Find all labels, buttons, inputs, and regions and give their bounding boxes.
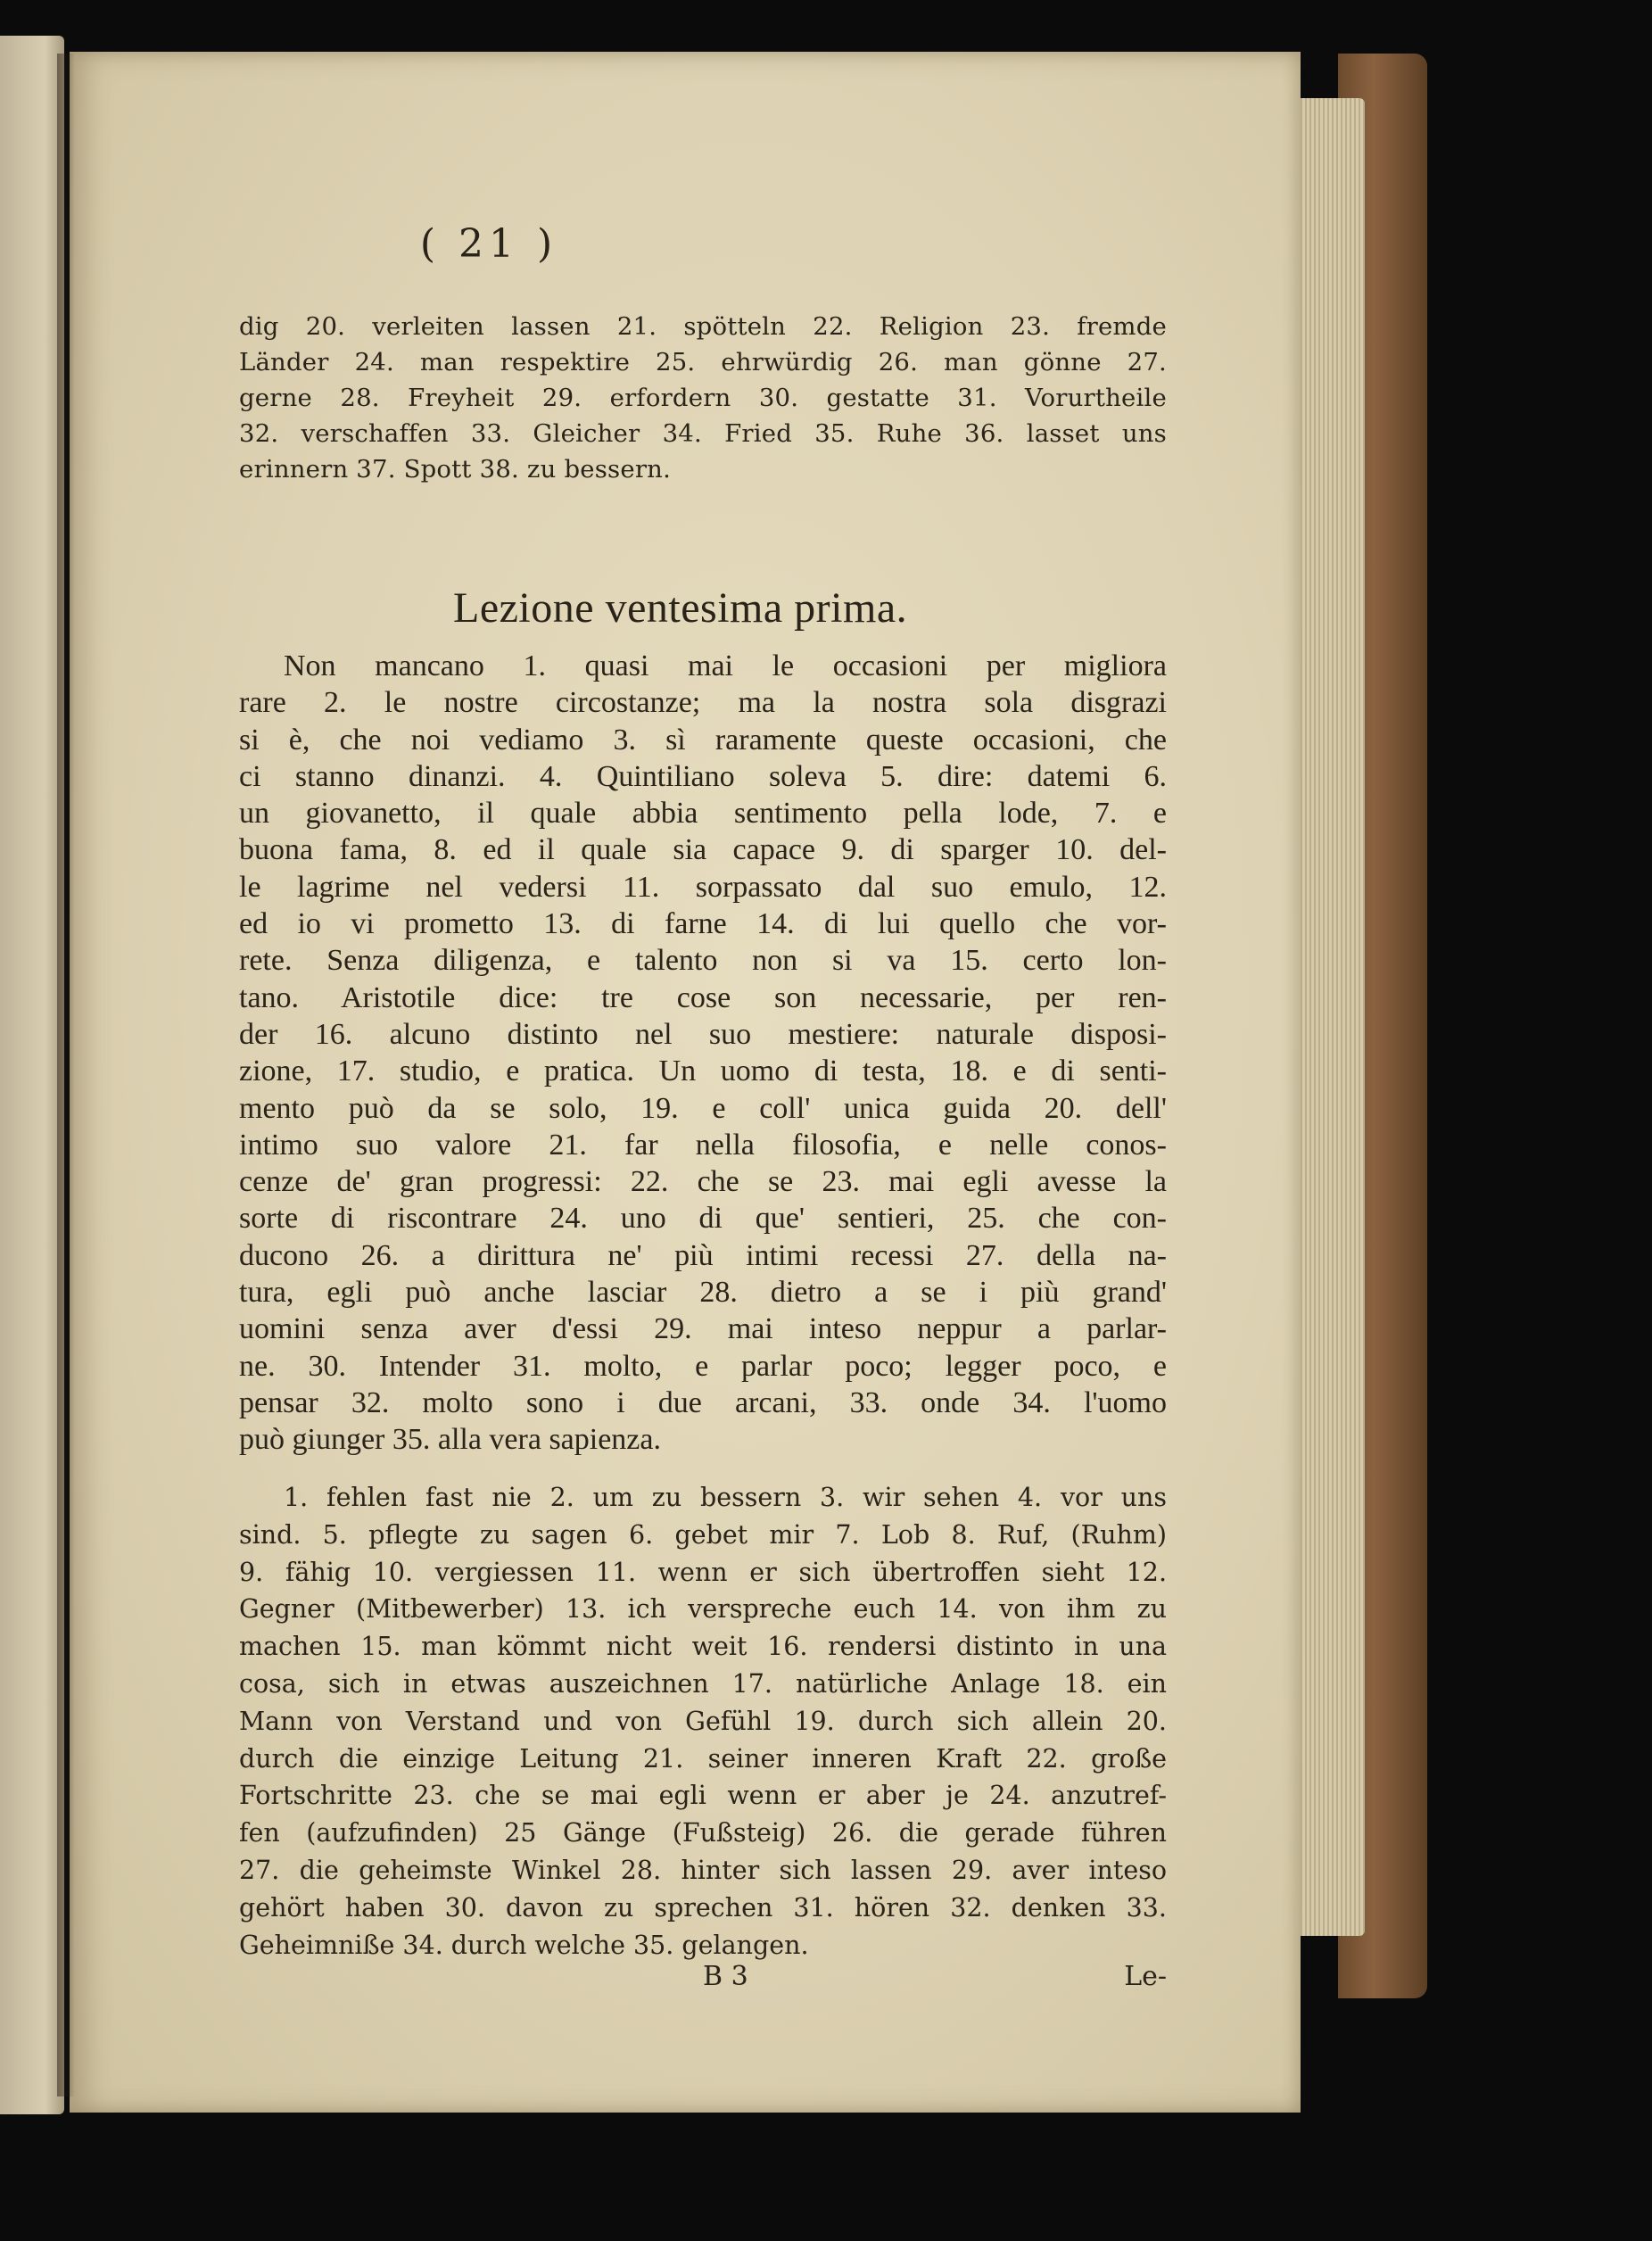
- lesson-line: zione, 17. studio, e pratica. Un uomo di testa, 18. e di senti-: [239, 1054, 1167, 1088]
- vocabulary-line: dig 20. verleiten lassen 21. spötteln 22. Religion 23. fremde: [239, 312, 1167, 341]
- signature-mark: B 3: [703, 1961, 748, 1992]
- vocabulary-line: gerne 28. Freyheit 29. erfordern 30. gestatte 31. Vorurtheile: [239, 384, 1167, 412]
- lesson-line: sorte di riscontrare 24. uno di que' sentieri, 25. che con-: [239, 1202, 1167, 1236]
- lesson-line: tano. Aristotile dice: tre cose son necessarie, per ren-: [239, 980, 1167, 1014]
- gloss-line: Gegner (Mitbewerber) 13. ich verspreche euch 14. von ihm zu: [239, 1594, 1167, 1625]
- lesson-line: der 16. alcuno distinto nel suo mestiere: naturale disposi-: [239, 1017, 1167, 1051]
- lesson-line: un giovanetto, il quale abbia sentimento pella lode, 7. e: [239, 797, 1167, 831]
- gloss-line: durch die einzige Leitung 21. seiner inneren Kraft 22. große: [239, 1743, 1167, 1774]
- lesson-line: le lagrime nel vedersi 11. sorpassato dal suo emulo, 12.: [239, 870, 1167, 904]
- lesson-line: Non mancano 1. quasi mai le occasioni per migliora: [284, 649, 1167, 682]
- previous-page-edge: [0, 36, 64, 2114]
- lesson-body: [239, 648, 1167, 1459]
- gloss-block: [239, 1479, 1167, 1964]
- gloss-line: 1. fehlen fast nie 2. um zu bessern 3. wir sehen 4. vor uns: [284, 1483, 1167, 1512]
- lesson-line: tura, egli può anche lasciar 28. dietro a se i più grand': [239, 1276, 1167, 1310]
- lesson-line: pensar 32. molto sono i due arcani, 33. onde 34. l'uomo: [239, 1385, 1167, 1419]
- lesson-line: si è, che noi vediamo 3. sì raramente queste occasioni, che: [239, 723, 1167, 757]
- gloss-line: sind. 5. pflegte zu sagen 6. gebet mir 7. Lob 8. Ruf, (Ruhm): [239, 1519, 1167, 1550]
- lesson-line: intimo suo valore 21. far nella filosofia, e nelle conos-: [239, 1128, 1167, 1162]
- lesson-title: Lezione ventesima prima.: [453, 584, 908, 632]
- catchword: Le-: [1124, 1961, 1167, 1992]
- gloss-line: gehört haben 30. davon zu sprechen 31. hören 32. denken 33.: [239, 1892, 1167, 1923]
- gloss-line: fen (aufzufinden) 25 Gänge (Fußsteig) 26. die gerade führen: [239, 1818, 1167, 1848]
- gloss-line: 27. die geheimste Winkel 28. hinter sich lassen 29. aver inteso: [239, 1855, 1167, 1885]
- gloss-line: Mann von Verstand und von Gefühl 19. durch sich allein 20.: [239, 1706, 1167, 1736]
- lesson-line: ne. 30. Intender 31. molto, e parlar poco; legger poco, e: [239, 1349, 1167, 1383]
- gloss-line: machen 15. man kömmt nicht weit 16. rendersi distinto in una: [239, 1632, 1167, 1662]
- lesson-line: ed io vi prometto 13. di farne 14. di lui quello che vor-: [239, 907, 1167, 941]
- page-footer: [239, 1961, 1167, 2005]
- book-page: [70, 52, 1301, 2113]
- page-number: ( 21 ): [419, 221, 558, 267]
- gloss-line: 9. fähig 10. vergiessen 11. wenn er sich übertroffen sieht 12.: [239, 1557, 1167, 1587]
- vocabulary-line: Länder 24. man respektire 25. ehrwürdig 26. man gönne 27.: [239, 348, 1167, 376]
- lesson-line: buona fama, 8. ed il quale sia capace 9. di sparger 10. del-: [239, 833, 1167, 867]
- vocabulary-line: erinnern 37. Spott 38. zu bessern.: [239, 455, 672, 484]
- lesson-line: mento può da se solo, 19. e coll' unica guida 20. dell': [239, 1091, 1167, 1125]
- vocabulary-line: 32. verschaffen 33. Gleicher 34. Fried 35. Ruhe 36. lasset uns: [239, 419, 1167, 448]
- lesson-line: ducono 26. a dirittura ne' più intimi recessi 27. della na-: [239, 1238, 1167, 1272]
- vocabulary-block: [239, 309, 1167, 487]
- lesson-line: uomini senza aver d'essi 29. mai inteso neppur a parlar-: [239, 1312, 1167, 1346]
- gloss-line: Geheimniße 34. durch welche 35. gelangen.: [239, 1930, 809, 1960]
- lesson-line: rare 2. le nostre circostanze; ma la nostra sola disgrazi: [239, 686, 1167, 720]
- spine-shadow: [57, 54, 75, 2096]
- gloss-line: cosa, sich in etwas auszeichnen 17. natürliche Anlage 18. ein: [239, 1668, 1167, 1699]
- lesson-line: cenze de' gran progressi: 22. che se 23. mai egli avesse la: [239, 1165, 1167, 1199]
- lesson-line: rete. Senza diligenza, e talento non si va 15. certo lon-: [239, 944, 1167, 978]
- gloss-line: Fortschritte 23. che se mai egli wenn er aber je 24. anzutref-: [239, 1781, 1167, 1811]
- lesson-line: ci stanno dinanzi. 4. Quintiliano soleva 5. dire: datemi 6.: [239, 759, 1167, 793]
- lesson-line: può giunger 35. alla vera sapienza.: [239, 1423, 661, 1457]
